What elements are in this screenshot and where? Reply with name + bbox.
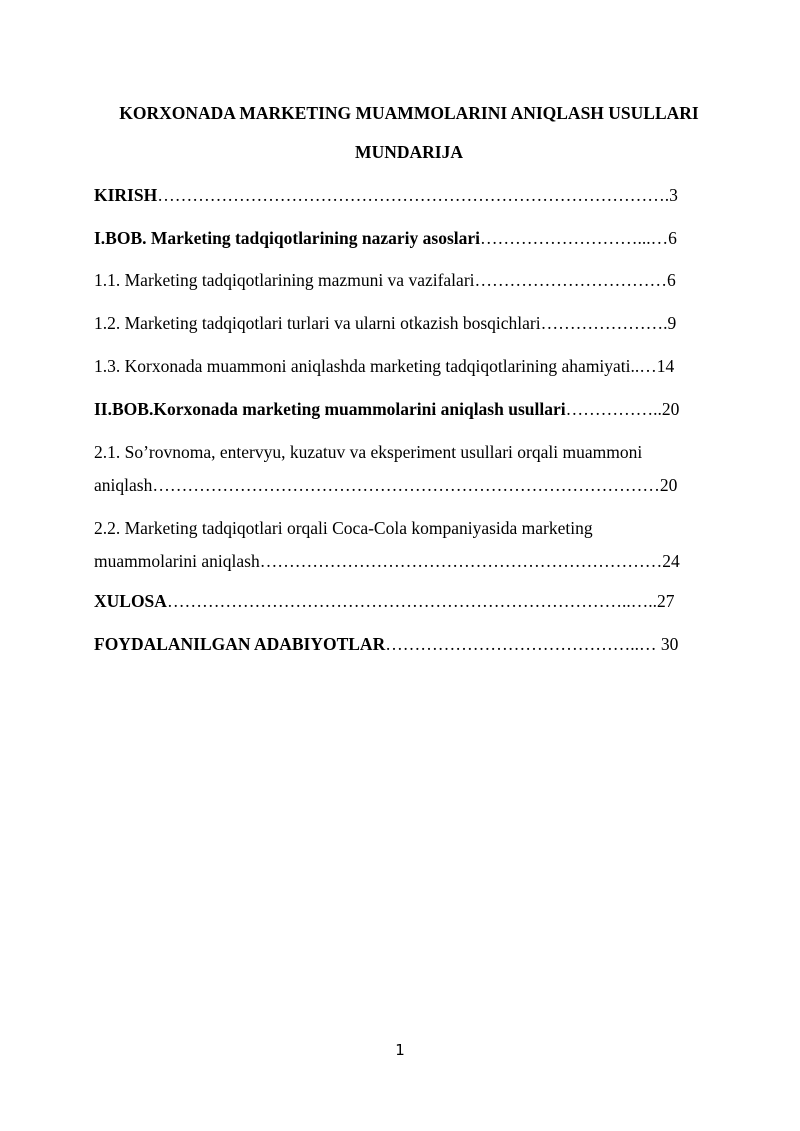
toc-entry-title: I.BOB. Marketing tadqiqotlarining nazariy asoslari <box>94 228 480 248</box>
toc-entry-title: 1.1. Marketing tadqiqotlarining mazmuni va vazifalari <box>94 270 475 290</box>
toc-leader-dots: …………….. <box>565 399 662 419</box>
toc-entry-2-2 <box>94 517 724 539</box>
toc-entry-title: 1.2. Marketing tadqiqotlari turlari va ularni otkazish bosqichlari <box>94 313 541 333</box>
toc-page-number: 3 <box>669 185 678 205</box>
toc-entry-2-1-cont <box>94 474 724 496</box>
toc-entry-title: 1.3. Korxonada muammoni aniqlashda marketing tadqiqotlarining ahamiyati. <box>94 356 635 376</box>
toc-entry-title-line1: 2.1. So’rovnoma, entervyu, kuzatuv va eksperiment usullari orqali muammoni <box>94 442 643 462</box>
toc-entry-title: XULOSA <box>94 591 167 611</box>
toc-entry-title: FOYDALANILGAN ADABIYOTLAR <box>94 634 386 654</box>
toc-page-number: 14 <box>656 356 675 376</box>
toc-entry-1-1 <box>94 269 724 291</box>
page-number: 1 <box>395 1041 405 1059</box>
toc-page-number: 20 <box>661 399 680 419</box>
toc-page-number: 24 <box>662 551 680 571</box>
toc-leader-dots: …………………………………………………………………………… <box>152 475 660 495</box>
toc-entry-title: II.BOB.Korxonada marketing muammolarini aniqlash usullari <box>94 399 566 419</box>
toc-entry-1-3 <box>94 355 724 377</box>
toc-page-number: 27 <box>656 591 675 611</box>
toc-leader-dots: …………………………………………………………… <box>259 551 663 571</box>
toc-heading: MUNDARIJA <box>355 142 463 162</box>
toc-leader-dots: ……………………………………………………………………………. <box>157 185 670 205</box>
toc-page-number: 9 <box>667 313 677 333</box>
toc-leader-dots: ………………………...… <box>480 228 669 248</box>
toc-leader-dots: ……………………………………..… <box>385 634 657 654</box>
toc-leader-dots: …………………………… <box>474 270 668 290</box>
toc-entry-bibliography <box>94 633 724 655</box>
document-title: KORXONADA MARKETING MUAMMOLARINI ANIQLASH USULLARI <box>119 103 699 123</box>
toc-entry-title: KIRISH <box>94 185 158 205</box>
toc-leader-dots: .… <box>634 356 657 376</box>
toc-leader-dots: …………………. <box>540 313 668 333</box>
toc-entry-2-2-cont <box>94 550 724 572</box>
toc-leader-dots: ……………………………………………………………………..….. <box>166 591 657 611</box>
toc-entry-title-line1: 2.2. Marketing tadqiqotlari orqali Coca-Cola kompaniyasida marketing <box>94 518 593 538</box>
toc-entry-xulosa <box>94 590 724 612</box>
toc-entry-2-1 <box>94 441 724 463</box>
toc-page-number: 20 <box>659 475 678 495</box>
toc-page-number: 30 <box>656 634 679 654</box>
toc-entry-chapter-1 <box>94 227 724 249</box>
toc-entry-title-line2: muammolarini aniqlash <box>94 551 260 571</box>
toc-entry-title-line2: aniqlash <box>94 475 153 495</box>
toc-page-number: 6 <box>668 228 677 248</box>
toc-entry-chapter-2 <box>94 398 724 420</box>
toc-entry-kirish <box>94 184 724 206</box>
toc-page-number: 6 <box>667 270 676 290</box>
toc-entry-1-2 <box>94 312 724 334</box>
